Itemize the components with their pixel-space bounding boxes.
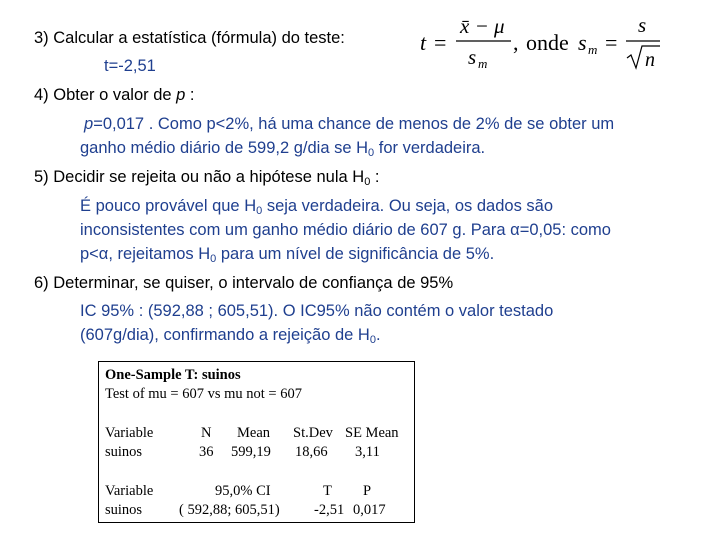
step3-heading [34,27,345,49]
t1-row-variable: suinos [105,444,143,460]
t1-header-n: N [201,425,212,441]
one-sample-t-output [98,361,415,523]
formula-sm: s [578,30,587,55]
t2-row-variable: suinos [105,502,143,518]
step5-line1 [80,195,553,217]
t2-row-p: 0,017 [353,502,386,518]
formula-rhs-denominator: n [645,49,655,71]
formula-t: t [420,30,427,55]
step5-heading-sub: 0 [364,176,371,188]
t1-row-stdev: 18,66 [295,444,328,460]
step5-line3-end: para um nível de significância de 5%. [216,245,495,263]
step5-line1-end: seja verdadeira. Ou seja, os dados são [262,197,554,215]
step5-heading-end: : [370,168,380,186]
step4-line1-text: =0,017 . Como p<2%, há uma chance de menos de 2% de se obter um [93,115,615,133]
t2-header-variable: Variable [105,483,154,499]
step6-line2 [80,324,381,346]
t-statistic-formula [418,8,668,72]
step6-line1-text: IC 95% : (592,88 ; 605,51). O IC95% não contém o valor testado [80,302,554,320]
step5-line1-text: É pouco provável que H [80,197,257,215]
step4-line2-sub: 0 [368,147,375,159]
step5-line3 [80,243,494,265]
formula-svg [418,8,668,72]
t1-header-mean: Mean [237,425,271,441]
step5-line3-text: p<α, rejeitamos H [80,245,211,263]
formula-denominator-sub: m [478,56,488,71]
step5-heading-text: 5) Decidir se rejeita ou não a hipótese nula H [34,168,365,186]
step5-heading [34,166,380,188]
step5-line3-sub: 0 [210,253,217,265]
output-test-line: Test of mu = 607 vs mu not = 607 [105,386,302,402]
t1-row-semean: 3,11 [355,444,380,460]
step6-heading [34,272,453,294]
t2-header-p: P [363,483,372,499]
step5-line1-sub: 0 [256,205,263,217]
step4-heading-var: p [176,86,186,104]
t2-header-t: T [323,483,332,499]
formula-equals-2: = [605,30,618,55]
step5-line2 [80,219,611,241]
formula-onde: onde [526,30,569,55]
step4-line2-end: for verdadeira. [374,139,486,157]
step4-heading-text: 4) Obter o valor de [34,86,177,104]
step4-line2 [80,137,485,159]
formula-sm-sub: m [588,42,598,57]
formula-denominator: s [468,45,477,69]
step6-line2-end: . [375,326,381,344]
step6-line2-text: (607g/dia), confirmando a rejeição de H [80,326,370,344]
step4-line2-text: ganho médio diário de 599,2 g/dia se H [80,139,369,157]
step6-line1 [80,300,553,322]
formula-equals: = [434,30,447,55]
t2-header-ci: 95,0% CI [215,483,271,499]
step4-line1 [84,113,614,135]
step6-heading-text: 6) Determinar, se quiser, o intervalo de confiança de 95% [34,274,454,292]
formula-numerator: x̄ − μ [460,14,505,38]
step6-line2-sub: 0 [369,334,376,346]
t1-header-variable: Variable [105,425,154,441]
step3-heading-text: 3) Calcular a estatística (fórmula) do teste: [34,29,345,47]
step3-result-text: t=-2,51 [104,57,156,75]
t1-header-stdev: St.Dev [293,425,333,441]
step4-line1-var: p [84,115,94,133]
sqrt-icon [627,46,660,68]
formula-rhs-numerator: s [638,13,647,37]
t1-row-n: 36 [199,444,214,460]
step5-line2-text: inconsistentes com um ganho médio diário de 607 g. Para α=0,05: como [80,221,611,239]
t1-row-mean: 599,19 [231,444,271,460]
output-title: One-Sample T: suinos [105,367,241,383]
step4-heading-end: : [185,86,195,104]
step4-heading [34,84,195,106]
t1-header-semean: SE Mean [345,425,399,441]
formula-comma: , [513,30,519,55]
t2-row-ci: ( 592,88; 605,51) [179,502,280,518]
step3-result [104,55,156,77]
t2-row-t: -2,51 [314,502,345,518]
